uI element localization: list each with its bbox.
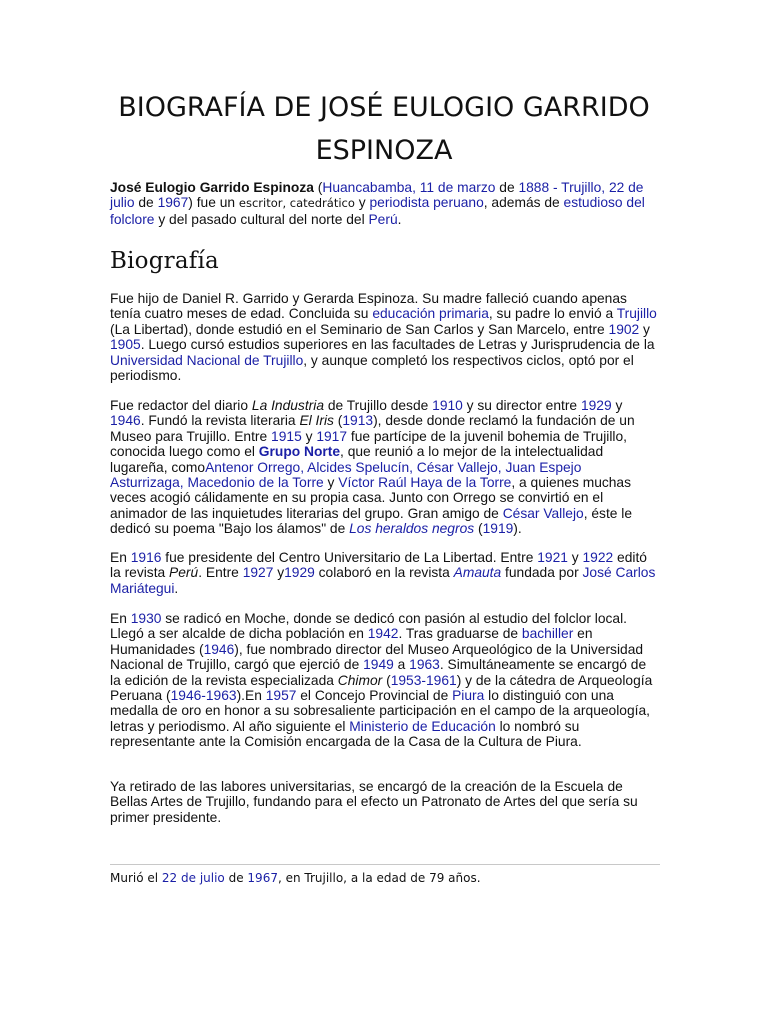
text: y — [611, 398, 623, 413]
text: Fue redactor del diario — [110, 398, 252, 413]
link-1929b[interactable]: 1929 — [284, 565, 315, 581]
el-iris: El Iris — [299, 413, 334, 429]
text: ( — [313, 180, 323, 195]
link-grupo-norte[interactable]: Grupo Norte — [258, 444, 341, 460]
page-title: BIOGRAFÍA DE JOSÉ EULOGIO GARRIDO ESPINOZA — [118, 92, 650, 166]
text: . Luego cursó estudios superiores en las facultades de Letras y Jurisprudencia de la — [140, 337, 655, 353]
biography-paragraph-2 — [110, 398, 658, 537]
text: ).En — [236, 688, 266, 704]
link-vallejo[interactable]: César Vallejo — [502, 505, 584, 521]
link-1946-1963[interactable]: 1946-1963 — [170, 688, 237, 704]
text: el Concejo Provincial de — [296, 688, 453, 704]
text: y — [567, 550, 583, 565]
link-1916[interactable]: 1916 — [130, 550, 162, 565]
text: ( — [474, 521, 483, 537]
link-1953-1961[interactable]: 1953-1961 — [390, 672, 457, 688]
text: Murió el — [110, 871, 162, 885]
text: y — [639, 321, 650, 337]
text: ) y de la cátedra de Arqueología Peruana ( — [110, 672, 653, 704]
link-1919[interactable]: 1919 — [482, 521, 514, 537]
text: . Simultáneamente se encargó de la edición de la revista especializada — [110, 657, 647, 688]
section-heading: Biografía — [110, 248, 219, 274]
text: ). — [513, 521, 522, 537]
text: de — [495, 180, 519, 195]
link-1922[interactable]: 1922 — [582, 550, 614, 565]
link-1921[interactable]: 1921 — [537, 550, 568, 565]
link-members[interactable]: Antenor Orrego, Alcides Spelucín, César Vallejo, Juan Espejo Asturrizaga, Macedonio de la Torre — [110, 459, 582, 491]
text: , además de — [483, 195, 564, 211]
link-trujillo[interactable]: Trujillo — [616, 306, 657, 322]
link-mariategui[interactable]: José Carlos Mariátegui — [110, 565, 656, 596]
link-1905[interactable]: 1905 — [110, 337, 141, 353]
text: , éste le dedicó su poema "Bajo los álamos" de — [110, 505, 633, 537]
subject-name: José Eulogio Garrido Espinoza — [110, 180, 314, 195]
link-periodista[interactable]: periodista peruano — [369, 195, 484, 211]
text: se radicó en Moche, donde se dedicó con pasión al estudio del folclor local. Llegó a ser alcalde de dicha población en — [110, 611, 627, 642]
la-industria: La Industria — [251, 398, 324, 413]
link-1929[interactable]: 1929 — [580, 398, 612, 413]
text: y — [301, 428, 317, 444]
text: en Humanidades ( — [110, 626, 593, 657]
link-1927[interactable]: 1927 — [242, 565, 274, 581]
link-1963[interactable]: 1963 — [409, 657, 440, 673]
biography-paragraph-4 — [110, 611, 658, 750]
text: . Tras graduarse de — [398, 626, 522, 642]
link-haya[interactable]: Víctor Raúl Haya de la Torre — [338, 475, 512, 491]
link-death-date[interactable]: 22 de julio — [161, 871, 225, 885]
text: colaboró en la revista — [314, 565, 454, 581]
link-ministerio[interactable]: Ministerio de Educación — [349, 718, 496, 734]
text: lo distinguió con una medalla de oro en honor a su sobresaliente participación en el campo de la arqueología, letras y periodismo. Al año siguiente el — [110, 688, 650, 734]
link-1915[interactable]: 1915 — [271, 428, 302, 444]
biography-paragraph-5: Ya retirado de las labores universitarias, se encargó de la creación de la Escuela de Bellas Artes de Trujillo, fundando para el efecto un Patronato de Artes del que sería su primer presidente. — [110, 779, 638, 825]
text: (La Libertad), donde estudió en el Seminario de San Carlos y San Marcelo, entre — [110, 321, 609, 337]
link-educacion[interactable]: educación primaria — [372, 306, 489, 322]
text: y — [273, 565, 285, 581]
intro-paragraph — [110, 180, 658, 227]
text: y — [354, 195, 370, 211]
text: de — [224, 871, 248, 885]
text: . — [397, 211, 402, 227]
chimor: Chimor — [337, 672, 383, 688]
link-1942[interactable]: 1942 — [367, 626, 399, 642]
link-bachiller[interactable]: bachiller — [521, 626, 574, 642]
link-1967[interactable]: 1967 — [157, 195, 189, 211]
link-1930[interactable]: 1930 — [130, 611, 162, 626]
roles-text: escritor, catedrático — [238, 196, 355, 211]
link-amauta[interactable]: Amauta — [453, 565, 502, 581]
link-heraldos[interactable]: Los heraldos negros — [349, 521, 475, 537]
text: , que reunió a lo mejor de la intelectualidad lugareña, como — [110, 444, 604, 475]
link-1957[interactable]: 1957 — [265, 688, 297, 704]
text: de Trujillo desde — [324, 398, 433, 413]
text: y del pasado cultural del norte del — [154, 211, 369, 227]
text: , su padre lo envió a — [488, 306, 617, 322]
text: En — [110, 550, 131, 565]
link-universidad[interactable]: Universidad Nacional de Trujillo — [110, 352, 304, 368]
text: ( — [382, 672, 391, 688]
text: ), fue nombrado director del Museo Arqueológico de la Universidad Nacional de Trujillo, cargó que ejerció de — [110, 641, 644, 673]
text: ( — [333, 413, 343, 429]
link-peru[interactable]: Perú — [368, 211, 398, 227]
death-note — [110, 871, 481, 885]
link-years[interactable]: 1888 - Trujillo, 22 de julio — [110, 180, 644, 211]
link-1949[interactable]: 1949 — [363, 657, 394, 673]
text: fundada por — [501, 565, 583, 581]
text: a — [393, 657, 410, 673]
link-1946[interactable]: 1946 — [110, 413, 141, 429]
link-birthplace[interactable]: Huancabamba, 11 de marzo — [322, 180, 496, 195]
text: En — [110, 611, 131, 626]
text: fue partícipe de la juvenil bohemia de Trujillo, conocida luego como el — [110, 428, 627, 460]
link-1913[interactable]: 1913 — [342, 413, 374, 429]
text: . Entre — [198, 565, 243, 581]
link-folclore[interactable]: estudioso del folclore — [110, 195, 645, 227]
biography-paragraph-1 — [110, 291, 658, 383]
text: , en Trujillo, a la edad de 79 años. — [277, 871, 481, 885]
link-1946b[interactable]: 1946 — [203, 641, 235, 657]
link-1910[interactable]: 1910 — [432, 398, 463, 413]
text: , a quienes muchas veces acogió cálidamente en su propia casa. Junto con Orrego se convirtió en el animador de las inquietudes literarias del grupo. Gran amigo de — [110, 475, 632, 521]
link-death-year[interactable]: 1967 — [247, 871, 278, 885]
text: ) fue un — [188, 195, 239, 211]
text: fue presidente del Centro Universitario de La Libertad. Entre — [161, 550, 538, 565]
link-piura[interactable]: Piura — [452, 688, 485, 704]
text: y su director entre — [462, 398, 581, 413]
link-1902[interactable]: 1902 — [608, 321, 640, 337]
text: , y aunque completó los respectivos ciclos, optó por el periodismo. — [110, 352, 634, 384]
text: ), desde donde reclamó la fundación de un Museo para Trujillo. Entre — [110, 413, 635, 444]
text: lo nombró su representante ante la Comisión encargada de la Casa de la Cultura de Piura. — [110, 718, 582, 750]
text: editó la revista — [110, 550, 647, 581]
biography-paragraph-3 — [110, 550, 658, 596]
text: y — [323, 475, 339, 491]
revista-peru: Perú — [169, 565, 199, 581]
text: . Fundó la revista literaria — [140, 413, 300, 429]
text: de — [134, 195, 158, 211]
divider — [110, 864, 660, 865]
text: Fue hijo de Daniel R. Garrido y Gerarda Espinoza. Su madre falleció cuando apenas tenía cuatro meses de edad. Concluida su — [110, 291, 627, 322]
link-1917[interactable]: 1917 — [316, 428, 348, 444]
text: . — [174, 580, 179, 596]
